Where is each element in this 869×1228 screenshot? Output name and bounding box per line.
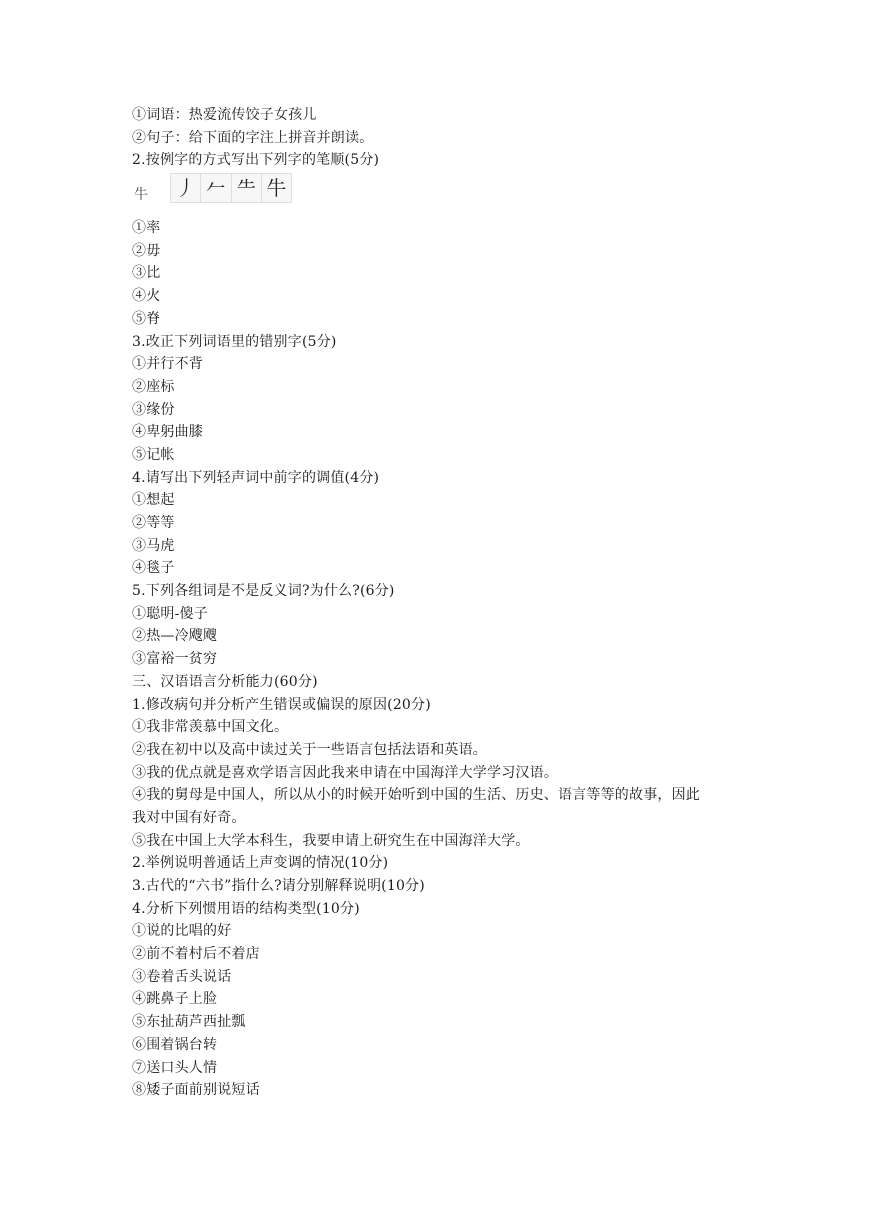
list-item: ④我的舅母是中国人，所以从小的时候开始听到中国的生活、历史、语言等等的故事，因此 <box>132 787 700 804</box>
list-item: ③我的优点就是喜欢学语言因此我来申请在中国海洋大学学习汉语。 <box>132 764 558 781</box>
list-item: ⑤脊 <box>132 310 161 327</box>
question-heading: 3.改正下列词语里的错别字(5分) <box>132 333 337 350</box>
list-item: ③比 <box>132 265 161 282</box>
question-heading: 2.举例说明普通话上声变调的情况(10分) <box>132 855 389 872</box>
text-line: ①词语：热爱流传饺子女孩儿 <box>132 107 317 123</box>
list-item: ①我非常羡慕中国文化。 <box>132 719 289 736</box>
list-item: ①并行不背 <box>132 356 203 373</box>
question-heading: 4.分析下列惯用语的结构类型(10分) <box>132 900 360 917</box>
list-item: ②前不着村后不着店 <box>132 946 260 963</box>
list-item: ②毋 <box>132 242 161 259</box>
list-item: ②热—冷飕飕 <box>132 628 218 645</box>
list-item: ①想起 <box>132 492 175 509</box>
list-item: ①说的比唱的好 <box>132 923 232 940</box>
stroke-order-example <box>132 172 782 217</box>
stroke-step: 𠂉 <box>201 174 231 202</box>
list-item: ③富裕一贫穷 <box>132 651 218 668</box>
text-line: ②句子：给下面的字注上拼音并朗读。 <box>132 129 374 146</box>
list-item: ⑤东扯葫芦西扯瓢 <box>132 1014 246 1031</box>
list-item: ③缘份 <box>132 401 175 418</box>
question-heading: 5.下列各组词是不是反义词?为什么?(6分) <box>132 583 395 600</box>
list-item: ⑥围着锅台转 <box>132 1036 218 1053</box>
section-heading: 三、汉语语言分析能力(60分) <box>132 673 318 690</box>
stroke-step: ⺧ <box>232 174 262 202</box>
example-char: 牛 <box>134 187 148 204</box>
list-item: ⑤记帐 <box>132 446 175 463</box>
list-item: ②等等 <box>132 515 175 531</box>
list-item: ③马虎 <box>132 537 175 554</box>
question-heading: 3.古代的“六书”指什么?请分别解释说明(10分) <box>132 878 425 894</box>
question-heading: 2.按例字的方式写出下列字的笔顺(5分) <box>132 152 380 169</box>
exam-text-block <box>132 104 782 1102</box>
list-item: ④卑躬曲膝 <box>132 424 203 441</box>
list-item: ①率 <box>132 220 161 237</box>
list-item: ②我在初中以及高中读过关于一些语言包括法语和英语。 <box>132 741 487 758</box>
list-item-continuation: 我对中国有好奇。 <box>132 809 246 826</box>
list-item: ③卷着舌头说话 <box>132 968 232 985</box>
list-item: ①聪明-傻子 <box>132 605 208 622</box>
stroke-order-image <box>170 173 292 203</box>
list-item: ④火 <box>132 288 161 305</box>
question-heading: 1.修改病句并分析产生错误或偏误的原因(20分) <box>132 696 431 713</box>
list-item: ⑧矮子面前别说短话 <box>132 1082 260 1099</box>
list-item: ②座标 <box>132 378 175 395</box>
stroke-step: 牛 <box>266 176 287 201</box>
question-heading: 4.请写出下列轻声词中前字的调值(4分) <box>132 469 380 486</box>
list-item: ④跳鼻子上脸 <box>132 991 218 1008</box>
stroke-step: 丿 <box>171 174 201 202</box>
list-item: ⑤我在中国上大学本科生，我要申请上研究生在中国海洋大学。 <box>132 832 530 849</box>
list-item: ④毯子 <box>132 560 175 577</box>
list-item: ⑦送口头人情 <box>132 1059 218 1076</box>
